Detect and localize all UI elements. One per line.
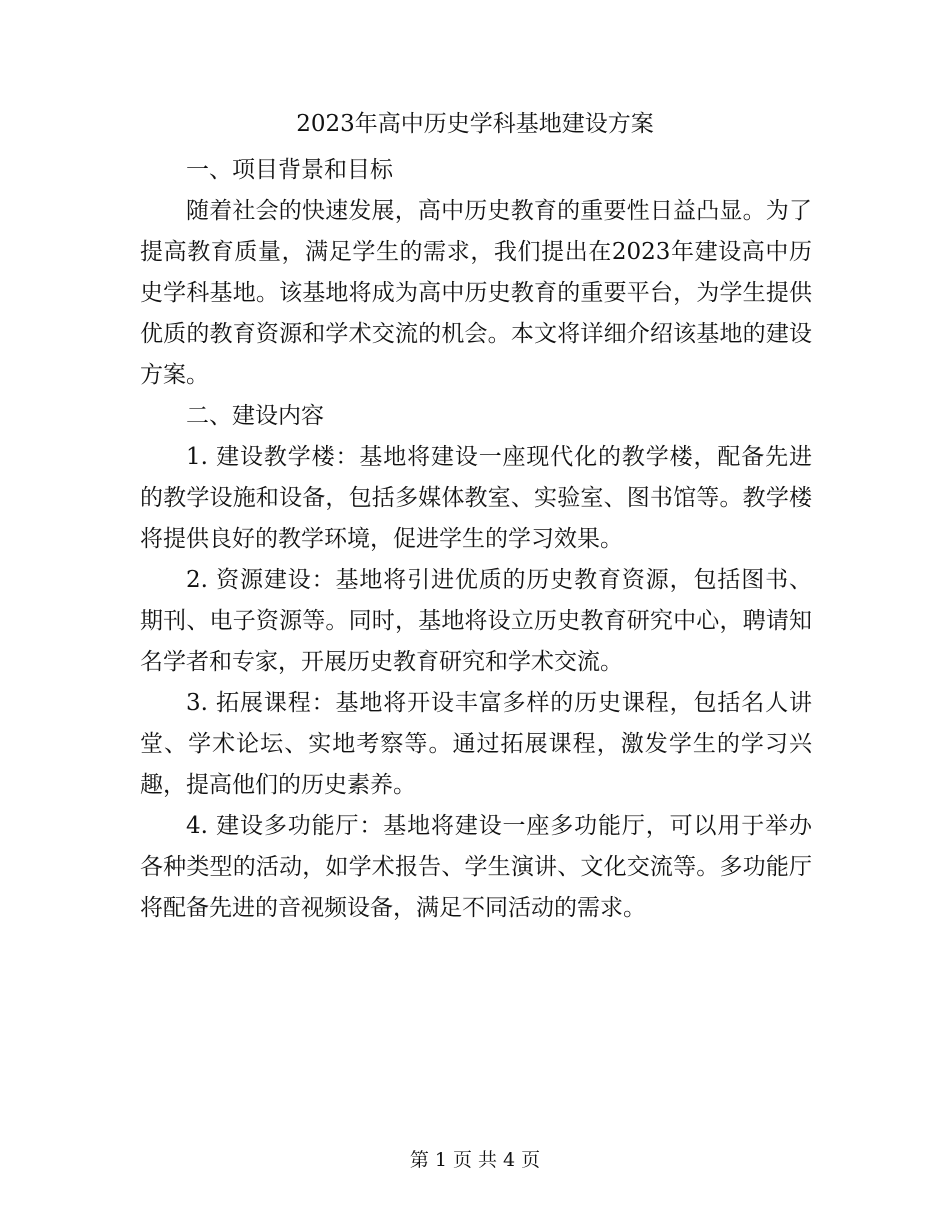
document-title: 2023年高中历史学科基地建设方案 bbox=[296, 111, 654, 137]
list-item-multifunction-hall: 4. 建设多功能厅：基地将建设一座多功能厅，可以用于举办各种类型的活动，如学术报告、学生演讲、文化交流等。多功能厅将配备先进的音视频设备，满足不同活动的需求。 bbox=[140, 813, 812, 921]
document-body bbox=[140, 150, 812, 929]
list-item-courses: 3. 拓展课程：基地将开设丰富多样的历史课程，包括名人讲堂、学术论坛、实地考察等。通过拓展课程，激发学生的学习兴趣，提高他们的历史素养。 bbox=[140, 690, 812, 798]
page-number-footer: 第 1 页 共 4 页 bbox=[409, 1149, 541, 1171]
list-item-resources: 2. 资源建设：基地将引进优质的历史教育资源，包括图书、期刊、电子资源等。同时，基地将设立历史教育研究中心，聘请知名学者和专家，开展历史教育研究和学术交流。 bbox=[140, 567, 812, 675]
section-heading-content: 二、建设内容 bbox=[186, 403, 324, 429]
list-item-teaching-building: 1. 建设教学楼：基地将建设一座现代化的教学楼，配备先进的教学设施和设备，包括多媒体教室、实验室、图书馆等。教学楼将提供良好的教学环境，促进学生的学习效果。 bbox=[140, 444, 812, 552]
paragraph-background: 随着社会的快速发展，高中历史教育的重要性日益凸显。为了提高教育质量，满足学生的需求，我们提出在2023年建设高中历史学科基地。该基地将成为高中历史教育的重要平台，为学生提供优质的教育资源和学术交流的机会。本文将详细介绍该基地的建设方案。 bbox=[140, 198, 812, 388]
section-heading-background: 一、项目背景和目标 bbox=[186, 157, 393, 183]
